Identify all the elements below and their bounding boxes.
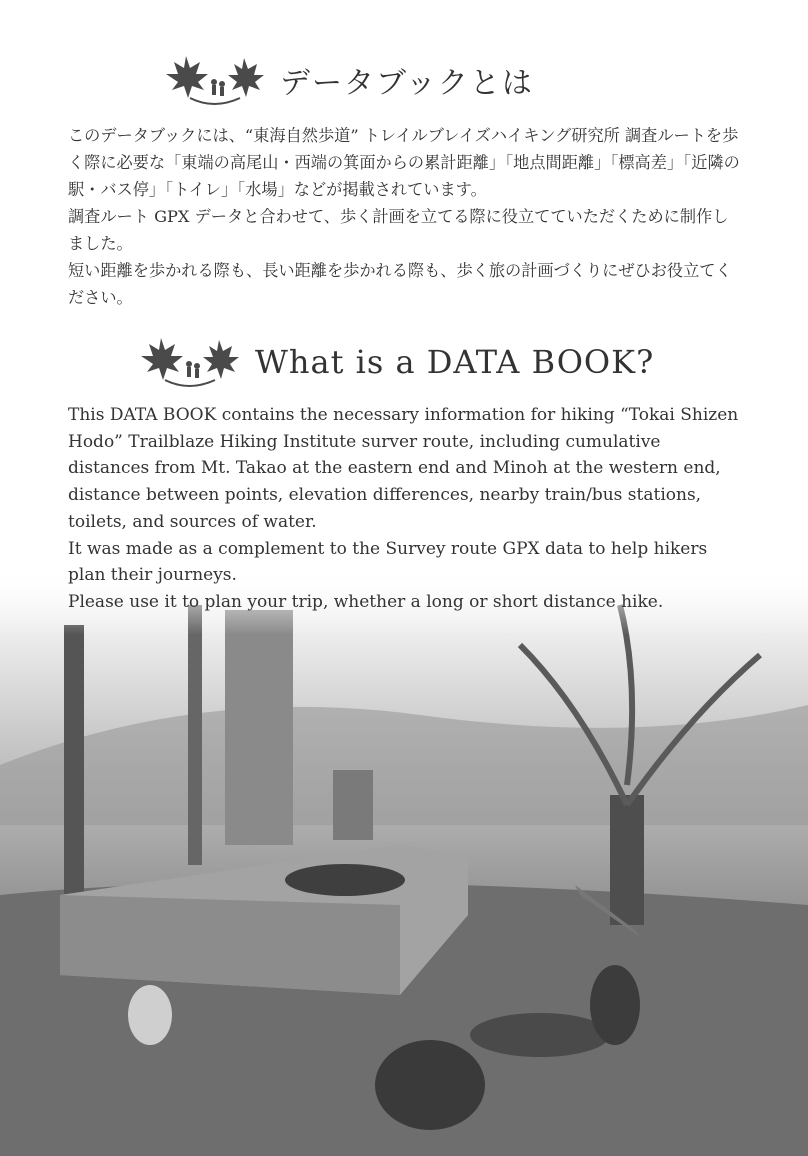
jp-paragraph: 短い距離を歩かれる際も、長い距離を歩かれる際も、歩く旅の計画づくりにぜひお役立てください。: [68, 261, 732, 307]
jp-paragraph: 調査ルート GPX データと合わせて、歩く計画を立てる際に役立てていただくために制作しました。: [68, 207, 729, 253]
en-title: What is a DATA BOOK?: [255, 343, 655, 381]
maple-leaf-hikers-icon: [137, 334, 243, 390]
en-section-heading: [137, 330, 654, 394]
en-body-text: [68, 402, 740, 616]
jp-section-heading: [162, 48, 534, 112]
maple-leaf-hikers-icon: [162, 52, 268, 108]
en-paragraph: This DATA BOOK contains the necessary information for hiking “Tokai Shizen Hodo” Trailblaze Hiking Institute surver route, including cumulative distances from Mt. Takao at the eastern end and Minoh at the western end, distance between points, elevation differences, nearby train/bus stations, toilets, and sources of water.: [68, 405, 739, 532]
hikers-resting-photo: [0, 565, 808, 1156]
jp-paragraph: このデータブックには、“東海自然歩道” トレイルブレイズハイキング研究所 調査ルートを歩く際に必要な「東端の高尾山・西端の箕面からの累計距離」「地点間距離」「標高差」「近隣の駅・バス停」「トイレ」「水場」などが掲載されています。: [68, 126, 740, 199]
en-paragraph: Please use it to plan your trip, whether a long or short distance hike.: [68, 591, 664, 612]
en-paragraph: It was made as a complement to the Survey route GPX data to help hikers plan their journeys.: [68, 538, 708, 586]
jp-body-text: [68, 122, 740, 311]
jp-title: データブックとは: [280, 66, 534, 101]
